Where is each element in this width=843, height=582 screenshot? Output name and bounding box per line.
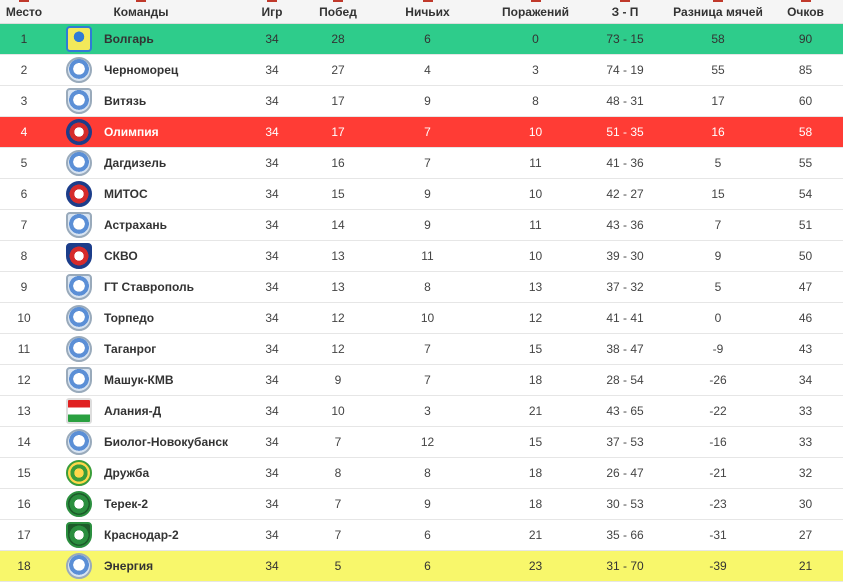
points-cell: 32 [768, 458, 843, 489]
logo-cell [48, 520, 104, 551]
losses-cell: 15 [489, 334, 582, 365]
goal-diff-cell: -23 [668, 489, 768, 520]
losses-cell: 18 [489, 489, 582, 520]
table-row [0, 272, 843, 303]
goals-cell: 74 - 19 [582, 55, 668, 86]
goal-diff-cell: 9 [668, 241, 768, 272]
place-cell: 11 [0, 334, 48, 365]
draws-cell: 9 [366, 86, 489, 117]
team-name[interactable]: Дружба [104, 458, 234, 489]
table-row [0, 520, 843, 551]
team-name[interactable]: Олимпия [104, 117, 234, 148]
goals-cell: 30 - 53 [582, 489, 668, 520]
wins-cell: 9 [310, 365, 366, 396]
logo-cell [48, 117, 104, 148]
skvo-logo [66, 243, 92, 269]
goal-diff-cell: -31 [668, 520, 768, 551]
logo-cell [48, 334, 104, 365]
goal-diff-cell: 58 [668, 24, 768, 55]
table-row [0, 117, 843, 148]
logo-cell [48, 365, 104, 396]
losses-cell: 11 [489, 210, 582, 241]
logo-cell [48, 179, 104, 210]
table-row [0, 396, 843, 427]
games-cell: 34 [234, 24, 310, 55]
losses-cell: 18 [489, 365, 582, 396]
table-header [0, 0, 843, 24]
team-name[interactable]: Волгарь [104, 24, 234, 55]
header-team[interactable]: Команды [48, 0, 234, 24]
goal-diff-cell: -39 [668, 551, 768, 582]
draws-cell: 7 [366, 117, 489, 148]
points-cell: 55 [768, 148, 843, 179]
draws-cell: 6 [366, 24, 489, 55]
goals-cell: 28 - 54 [582, 365, 668, 396]
losses-cell: 11 [489, 148, 582, 179]
team-name[interactable]: СКВО [104, 241, 234, 272]
games-cell: 34 [234, 520, 310, 551]
points-cell: 34 [768, 365, 843, 396]
losses-cell: 15 [489, 427, 582, 458]
chernomorets-logo [66, 57, 92, 83]
goal-diff-cell: -9 [668, 334, 768, 365]
games-cell: 34 [234, 117, 310, 148]
goal-diff-cell: 0 [668, 303, 768, 334]
goal-diff-cell: -21 [668, 458, 768, 489]
team-name[interactable]: Астрахань [104, 210, 234, 241]
losses-cell: 12 [489, 303, 582, 334]
wins-cell: 27 [310, 55, 366, 86]
table-row [0, 179, 843, 210]
olimpiya-logo [66, 119, 92, 145]
losses-cell: 0 [489, 24, 582, 55]
draws-cell: 12 [366, 427, 489, 458]
table-row [0, 551, 843, 582]
logo-cell [48, 272, 104, 303]
header-wins[interactable]: Побед [310, 0, 366, 24]
wins-cell: 17 [310, 86, 366, 117]
games-cell: 34 [234, 396, 310, 427]
points-cell: 33 [768, 396, 843, 427]
team-name[interactable]: Таганрог [104, 334, 234, 365]
games-cell: 34 [234, 365, 310, 396]
torpedo-logo [66, 305, 92, 331]
table-row [0, 86, 843, 117]
vityaz-logo [66, 88, 92, 114]
header-losses[interactable]: Поражений [489, 0, 582, 24]
points-cell: 30 [768, 489, 843, 520]
team-name[interactable]: Торпедо [104, 303, 234, 334]
goal-diff-cell: 16 [668, 117, 768, 148]
logo-cell [48, 241, 104, 272]
wins-cell: 12 [310, 303, 366, 334]
goals-cell: 51 - 35 [582, 117, 668, 148]
table-row [0, 210, 843, 241]
draws-cell: 3 [366, 396, 489, 427]
logo-cell [48, 551, 104, 582]
header-points[interactable]: Очков [768, 0, 843, 24]
table-row [0, 334, 843, 365]
losses-cell: 23 [489, 551, 582, 582]
points-cell: 60 [768, 86, 843, 117]
goals-cell: 73 - 15 [582, 24, 668, 55]
draws-cell: 9 [366, 210, 489, 241]
goal-diff-cell: 5 [668, 148, 768, 179]
draws-cell: 9 [366, 179, 489, 210]
games-cell: 34 [234, 272, 310, 303]
table-row [0, 148, 843, 179]
taganrog-logo [66, 336, 92, 362]
mashuk-logo [66, 367, 92, 393]
place-cell: 14 [0, 427, 48, 458]
team-name[interactable]: Машук-КМВ [104, 365, 234, 396]
astrakhan-logo [66, 212, 92, 238]
place-cell: 18 [0, 551, 48, 582]
table-row [0, 241, 843, 272]
team-name[interactable]: Энергия [104, 551, 234, 582]
header-goal-diff[interactable]: Разница мячей [668, 0, 768, 24]
table-row [0, 55, 843, 86]
place-cell: 5 [0, 148, 48, 179]
team-name[interactable]: ГТ Ставрополь [104, 272, 234, 303]
points-cell: 33 [768, 427, 843, 458]
wins-cell: 7 [310, 489, 366, 520]
games-cell: 34 [234, 489, 310, 520]
place-cell: 1 [0, 24, 48, 55]
goals-cell: 41 - 36 [582, 148, 668, 179]
losses-cell: 10 [489, 241, 582, 272]
logo-cell [48, 148, 104, 179]
goals-cell: 31 - 70 [582, 551, 668, 582]
place-cell: 17 [0, 520, 48, 551]
wins-cell: 15 [310, 179, 366, 210]
points-cell: 90 [768, 24, 843, 55]
logo-cell [48, 24, 104, 55]
goals-cell: 37 - 32 [582, 272, 668, 303]
goals-cell: 37 - 53 [582, 427, 668, 458]
place-cell: 3 [0, 86, 48, 117]
goal-diff-cell: 7 [668, 210, 768, 241]
games-cell: 34 [234, 551, 310, 582]
games-cell: 34 [234, 148, 310, 179]
losses-cell: 21 [489, 520, 582, 551]
place-cell: 13 [0, 396, 48, 427]
volgar-logo [66, 26, 92, 52]
dagdizel-logo [66, 150, 92, 176]
wins-cell: 16 [310, 148, 366, 179]
goals-cell: 42 - 27 [582, 179, 668, 210]
header-draws[interactable]: Ничьих [366, 0, 489, 24]
points-cell: 47 [768, 272, 843, 303]
points-cell: 21 [768, 551, 843, 582]
goals-cell: 43 - 36 [582, 210, 668, 241]
wins-cell: 10 [310, 396, 366, 427]
team-name[interactable]: Витязь [104, 86, 234, 117]
draws-cell: 7 [366, 365, 489, 396]
games-cell: 34 [234, 179, 310, 210]
header-goals[interactable]: З - П [582, 0, 668, 24]
points-cell: 51 [768, 210, 843, 241]
druzhba-logo [66, 460, 92, 486]
wins-cell: 17 [310, 117, 366, 148]
games-cell: 34 [234, 241, 310, 272]
draws-cell: 9 [366, 489, 489, 520]
games-cell: 34 [234, 210, 310, 241]
wins-cell: 8 [310, 458, 366, 489]
goals-cell: 43 - 65 [582, 396, 668, 427]
games-cell: 34 [234, 55, 310, 86]
games-cell: 34 [234, 458, 310, 489]
team-name[interactable]: Краснодар-2 [104, 520, 234, 551]
goals-cell: 41 - 41 [582, 303, 668, 334]
team-name[interactable]: Алания-Д [104, 396, 234, 427]
draws-cell: 7 [366, 148, 489, 179]
team-name[interactable]: МИТОС [104, 179, 234, 210]
terek-logo [66, 491, 92, 517]
losses-cell: 10 [489, 179, 582, 210]
place-cell: 9 [0, 272, 48, 303]
losses-cell: 10 [489, 117, 582, 148]
points-cell: 85 [768, 55, 843, 86]
place-cell: 10 [0, 303, 48, 334]
logo-cell [48, 458, 104, 489]
draws-cell: 6 [366, 520, 489, 551]
draws-cell: 8 [366, 272, 489, 303]
wins-cell: 7 [310, 427, 366, 458]
goals-cell: 38 - 47 [582, 334, 668, 365]
team-name[interactable]: Терек-2 [104, 489, 234, 520]
goal-diff-cell: 15 [668, 179, 768, 210]
goals-cell: 48 - 31 [582, 86, 668, 117]
biolog-logo [66, 429, 92, 455]
draws-cell: 10 [366, 303, 489, 334]
table-row [0, 303, 843, 334]
krasnodar-logo [66, 522, 92, 548]
team-name[interactable]: Черноморец [104, 55, 234, 86]
table-row [0, 458, 843, 489]
team-name[interactable]: Дагдизель [104, 148, 234, 179]
alaniya-logo [66, 398, 92, 424]
wins-cell: 14 [310, 210, 366, 241]
points-cell: 46 [768, 303, 843, 334]
place-cell: 15 [0, 458, 48, 489]
logo-cell [48, 86, 104, 117]
logo-cell [48, 427, 104, 458]
draws-cell: 11 [366, 241, 489, 272]
table-row [0, 489, 843, 520]
logo-cell [48, 303, 104, 334]
games-cell: 34 [234, 303, 310, 334]
losses-cell: 21 [489, 396, 582, 427]
losses-cell: 8 [489, 86, 582, 117]
goals-cell: 26 - 47 [582, 458, 668, 489]
losses-cell: 13 [489, 272, 582, 303]
losses-cell: 3 [489, 55, 582, 86]
logo-cell [48, 396, 104, 427]
draws-cell: 7 [366, 334, 489, 365]
energiya-logo [66, 553, 92, 579]
draws-cell: 4 [366, 55, 489, 86]
place-cell: 4 [0, 117, 48, 148]
place-cell: 2 [0, 55, 48, 86]
wins-cell: 7 [310, 520, 366, 551]
goals-cell: 35 - 66 [582, 520, 668, 551]
mitos-logo [66, 181, 92, 207]
wins-cell: 13 [310, 272, 366, 303]
place-cell: 6 [0, 179, 48, 210]
place-cell: 8 [0, 241, 48, 272]
goal-diff-cell: -16 [668, 427, 768, 458]
wins-cell: 13 [310, 241, 366, 272]
table-row [0, 365, 843, 396]
wins-cell: 28 [310, 24, 366, 55]
points-cell: 54 [768, 179, 843, 210]
games-cell: 34 [234, 427, 310, 458]
header-place[interactable]: Место [0, 0, 48, 24]
games-cell: 34 [234, 334, 310, 365]
goal-diff-cell: -26 [668, 365, 768, 396]
stavropol-logo [66, 274, 92, 300]
logo-cell [48, 55, 104, 86]
place-cell: 7 [0, 210, 48, 241]
points-cell: 27 [768, 520, 843, 551]
goal-diff-cell: 17 [668, 86, 768, 117]
logo-cell [48, 210, 104, 241]
games-cell: 34 [234, 86, 310, 117]
goal-diff-cell: 55 [668, 55, 768, 86]
draws-cell: 8 [366, 458, 489, 489]
wins-cell: 5 [310, 551, 366, 582]
place-cell: 16 [0, 489, 48, 520]
team-name[interactable]: Биолог-Новокубанск [104, 427, 234, 458]
place-cell: 12 [0, 365, 48, 396]
draws-cell: 6 [366, 551, 489, 582]
losses-cell: 18 [489, 458, 582, 489]
points-cell: 43 [768, 334, 843, 365]
points-cell: 50 [768, 241, 843, 272]
table-row [0, 427, 843, 458]
wins-cell: 12 [310, 334, 366, 365]
goal-diff-cell: -22 [668, 396, 768, 427]
goals-cell: 39 - 30 [582, 241, 668, 272]
points-cell: 58 [768, 117, 843, 148]
table-row [0, 24, 843, 55]
logo-cell [48, 489, 104, 520]
goal-diff-cell: 5 [668, 272, 768, 303]
header-games[interactable]: Игр [234, 0, 310, 24]
